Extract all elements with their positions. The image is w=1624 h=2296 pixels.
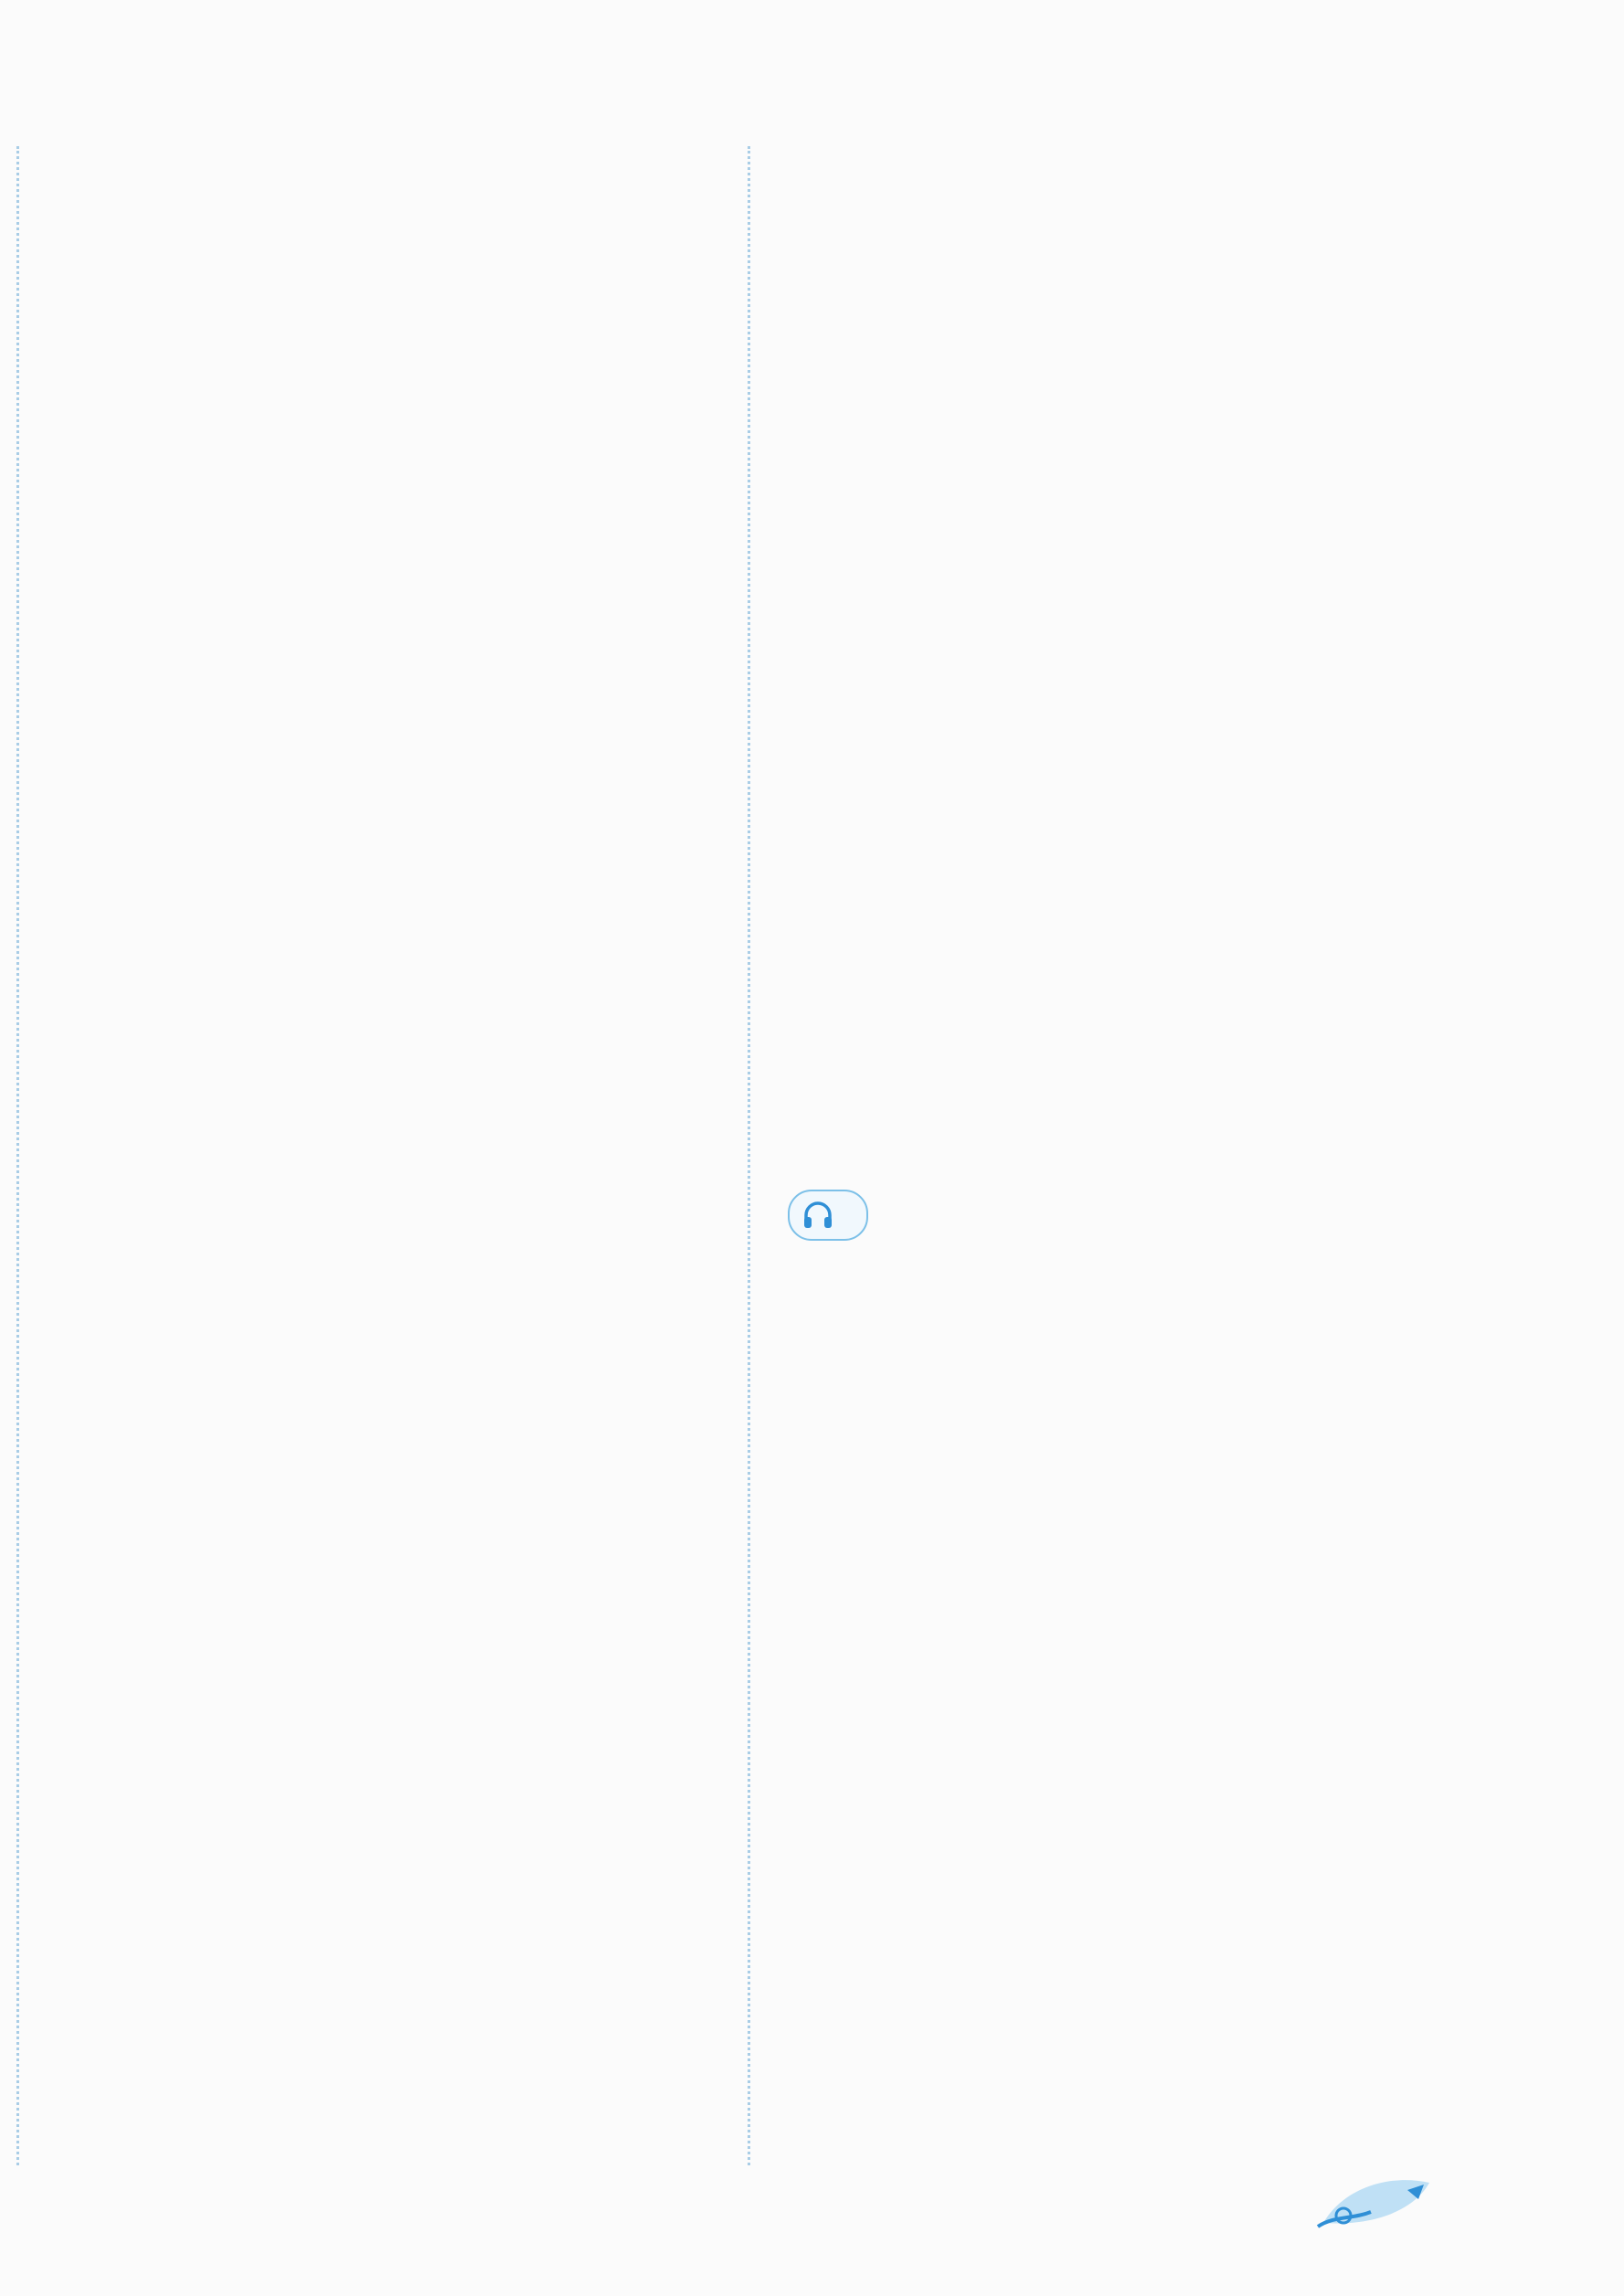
page-number-badge	[1316, 2170, 1435, 2234]
column-divider	[748, 146, 750, 2165]
listening-tag	[788, 1190, 868, 1241]
left-margin-rule	[16, 146, 19, 2165]
unit-title	[196, 1288, 219, 1334]
headphones-icon	[802, 1201, 833, 1230]
